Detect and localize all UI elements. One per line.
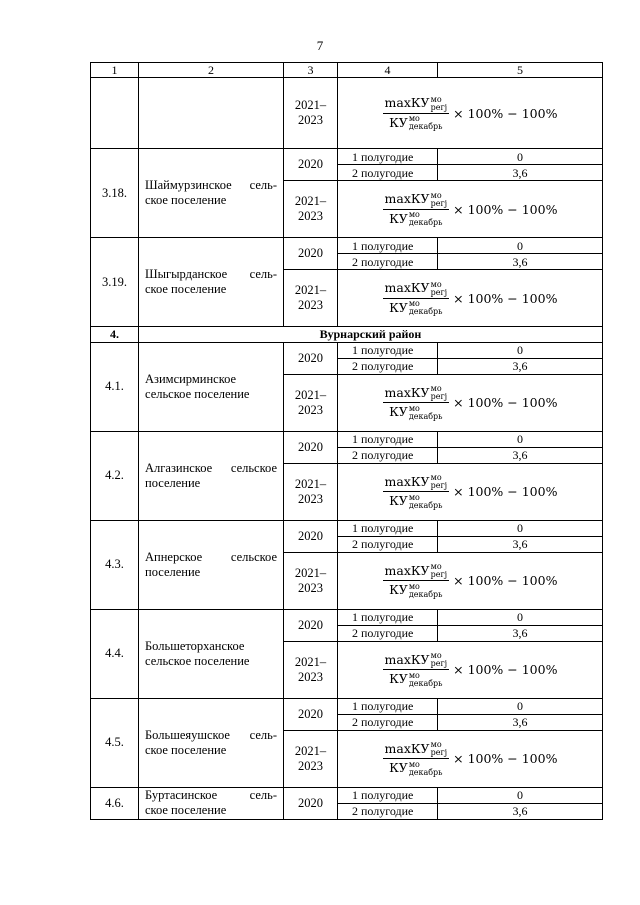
year-cell bbox=[284, 520, 338, 552]
formula-denominator bbox=[389, 670, 442, 688]
year-cell bbox=[284, 78, 338, 149]
continuation-row bbox=[91, 78, 603, 149]
year-text: 2023 bbox=[298, 491, 323, 506]
formula-cell bbox=[338, 730, 603, 787]
year-cell bbox=[284, 238, 338, 270]
year-cell bbox=[284, 431, 338, 463]
formula-den-sub: декабрь bbox=[408, 678, 443, 688]
year-text: 2021– bbox=[294, 194, 327, 209]
formula-numerator bbox=[383, 191, 450, 210]
formula-den-sup: мо bbox=[408, 759, 420, 769]
year-text: 2023 bbox=[298, 209, 323, 224]
formula-rest: × 100% − 100% bbox=[453, 751, 558, 767]
settlement-name bbox=[139, 520, 284, 609]
formula-cell bbox=[338, 552, 603, 609]
settlement-name-line: поселение bbox=[145, 564, 201, 579]
table-row bbox=[91, 238, 603, 254]
year-text: 2021– bbox=[294, 283, 327, 298]
half-label-first: 1 полугодие bbox=[338, 520, 438, 536]
formula-num-base: maxКУ bbox=[384, 562, 430, 578]
formula bbox=[383, 741, 558, 777]
formula-fraction bbox=[383, 474, 450, 510]
half-value-second: 3,6 bbox=[438, 536, 603, 552]
formula-rest: × 100% − 100% bbox=[453, 290, 558, 306]
half-label-second: 2 полугодие bbox=[338, 803, 438, 819]
formula-num-sup: мо bbox=[430, 190, 442, 200]
half-value-second: 3,6 bbox=[438, 165, 603, 181]
year-text: 2020 bbox=[298, 439, 323, 454]
formula-den-base: КУ bbox=[389, 210, 408, 226]
formula-fraction bbox=[383, 741, 450, 777]
formula-num-sub: регj bbox=[430, 570, 448, 580]
formula-num-sub: регj bbox=[430, 748, 448, 758]
half-label-second: 2 полугодие bbox=[338, 254, 438, 270]
formula-cell bbox=[338, 463, 603, 520]
formula-cell bbox=[338, 270, 603, 327]
district-name: Вурнарский район bbox=[139, 327, 603, 342]
year-text: 2021– bbox=[294, 98, 327, 113]
settlement-name bbox=[139, 342, 284, 431]
formula-cell bbox=[338, 374, 603, 431]
year-text: 2020 bbox=[298, 528, 323, 543]
formula-den-base: КУ bbox=[389, 114, 408, 130]
formula-den-indices bbox=[409, 583, 443, 599]
table-row bbox=[91, 149, 603, 165]
settlement-name bbox=[139, 149, 284, 238]
header-cell: 5 bbox=[438, 63, 603, 78]
entry-number: 3.19. bbox=[91, 238, 139, 327]
formula-num-base: maxКУ bbox=[384, 651, 430, 667]
formula-num-base: maxКУ bbox=[384, 384, 430, 400]
half-label-first: 1 полугодие bbox=[338, 787, 438, 803]
settlement-name bbox=[139, 431, 284, 520]
half-value-first: 0 bbox=[438, 149, 603, 165]
formula-cell bbox=[338, 641, 603, 698]
formula-den-base: КУ bbox=[389, 760, 408, 776]
formula-denominator bbox=[389, 403, 442, 421]
formula-num-indices bbox=[431, 474, 448, 490]
half-label-second: 2 полугодие bbox=[338, 536, 438, 552]
year-cell bbox=[284, 641, 338, 698]
half-label-second: 2 полугодие bbox=[338, 447, 438, 463]
year-text: 2023 bbox=[298, 298, 323, 313]
formula-denominator bbox=[389, 299, 442, 317]
entry-number: 4.2. bbox=[91, 431, 139, 520]
year-cell bbox=[284, 149, 338, 181]
formula-num-sup: мо bbox=[430, 473, 442, 483]
year-text: 2021– bbox=[294, 654, 327, 669]
district-number: 4. bbox=[91, 327, 139, 342]
settlement-name-line: Буртасинское сель- bbox=[145, 788, 277, 803]
entry-number: 3.18. bbox=[91, 149, 139, 238]
formula-denominator bbox=[389, 210, 442, 228]
formula-num-sup: мо bbox=[430, 562, 442, 572]
half-value-first: 0 bbox=[438, 698, 603, 714]
formula-den-sup: мо bbox=[408, 581, 420, 591]
half-value-first: 0 bbox=[438, 431, 603, 447]
half-value-second: 3,6 bbox=[438, 447, 603, 463]
formula-fraction bbox=[383, 563, 450, 599]
year-cell bbox=[284, 609, 338, 641]
year-text: 2023 bbox=[298, 402, 323, 417]
year-cell bbox=[284, 730, 338, 787]
year-text: 2023 bbox=[298, 758, 323, 773]
half-label-second: 2 полугодие bbox=[338, 165, 438, 181]
table-row bbox=[91, 342, 603, 358]
formula-rest: × 100% − 100% bbox=[453, 201, 558, 217]
settlement-name bbox=[139, 609, 284, 698]
header-cell: 4 bbox=[338, 63, 438, 78]
formula-fraction bbox=[383, 280, 450, 316]
formula-fraction bbox=[383, 652, 450, 688]
entry-number: 4.5. bbox=[91, 698, 139, 787]
formula-num-indices bbox=[431, 652, 448, 668]
formula-den-sup: мо bbox=[408, 114, 420, 124]
formula-num-indices bbox=[431, 741, 448, 757]
settlement-name-line: Шаймурзинское сель- bbox=[145, 178, 277, 193]
year-cell bbox=[284, 698, 338, 730]
formula-num-sup: мо bbox=[430, 740, 442, 750]
year-text: 2020 bbox=[298, 350, 323, 365]
year-text: 2023 bbox=[298, 580, 323, 595]
formula-den-sub: декабрь bbox=[408, 122, 443, 132]
formula-den-indices bbox=[409, 300, 443, 316]
formula-denominator bbox=[389, 492, 442, 510]
settlement-name-line: поселение bbox=[145, 475, 201, 490]
year-text: 2021– bbox=[294, 743, 327, 758]
formula-den-indices bbox=[409, 672, 443, 688]
year-cell bbox=[284, 270, 338, 327]
year-text: 2020 bbox=[298, 795, 323, 810]
formula-num-sub: регj bbox=[430, 481, 448, 491]
formula bbox=[383, 191, 558, 227]
formula-den-sub: декабрь bbox=[408, 589, 443, 599]
formula-num-base: maxКУ bbox=[384, 473, 430, 489]
formula-cell bbox=[338, 181, 603, 238]
formula bbox=[383, 563, 558, 599]
formula-num-base: maxКУ bbox=[384, 280, 430, 296]
formula-numerator bbox=[383, 95, 450, 114]
formula-den-sup: мо bbox=[408, 299, 420, 309]
settlement-name bbox=[139, 787, 284, 819]
formula-denominator bbox=[389, 759, 442, 777]
formula-num-sub: регj bbox=[430, 392, 448, 402]
formula-numerator bbox=[383, 474, 450, 493]
formula-fraction bbox=[383, 191, 450, 227]
year-cell bbox=[284, 463, 338, 520]
formula-cell bbox=[338, 78, 603, 149]
half-value-second: 3,6 bbox=[438, 803, 603, 819]
formula-rest: × 100% − 100% bbox=[453, 105, 558, 121]
formula-num-indices bbox=[431, 385, 448, 401]
half-value-first: 0 bbox=[438, 609, 603, 625]
formula-rest: × 100% − 100% bbox=[453, 662, 558, 678]
formula-den-indices bbox=[409, 494, 443, 510]
formula-den-base: КУ bbox=[389, 299, 408, 315]
formula-den-base: КУ bbox=[389, 671, 408, 687]
year-text: 2021– bbox=[294, 565, 327, 580]
settlement-name bbox=[139, 698, 284, 787]
year-cell bbox=[284, 374, 338, 431]
settlement-name-line: Большеторханское bbox=[145, 638, 245, 653]
district-row bbox=[91, 327, 603, 342]
formula-den-sub: декабрь bbox=[408, 218, 443, 228]
formula-num-sup: мо bbox=[430, 94, 442, 104]
half-value-first: 0 bbox=[438, 520, 603, 536]
formula-rest: × 100% − 100% bbox=[453, 573, 558, 589]
formula-num-sup: мо bbox=[430, 651, 442, 661]
half-label-first: 1 полугодие bbox=[338, 238, 438, 254]
formula-den-sup: мо bbox=[408, 670, 420, 680]
formula-den-base: КУ bbox=[389, 582, 408, 598]
formula-num-base: maxКУ bbox=[384, 95, 430, 111]
formula-den-sup: мо bbox=[408, 492, 420, 502]
entry-number: 4.6. bbox=[91, 787, 139, 819]
year-text: 2023 bbox=[298, 113, 323, 128]
tariff-table bbox=[90, 62, 603, 820]
formula-num-sup: мо bbox=[430, 279, 442, 289]
formula-den-sub: декабрь bbox=[408, 767, 443, 777]
settlement-name-line: Большеяушское сель- bbox=[145, 727, 277, 742]
formula-num-sup: мо bbox=[430, 384, 442, 394]
settlement-name-line: сельское поселение bbox=[145, 653, 250, 668]
half-label-first: 1 полугодие bbox=[338, 149, 438, 165]
year-cell bbox=[284, 181, 338, 238]
settlement-name-line: ское поселение bbox=[145, 193, 227, 208]
formula-fraction bbox=[383, 385, 450, 421]
half-label-second: 2 полугодие bbox=[338, 625, 438, 641]
formula-den-indices bbox=[409, 115, 443, 131]
year-text: 2021– bbox=[294, 387, 327, 402]
half-value-first: 0 bbox=[438, 238, 603, 254]
formula-numerator bbox=[383, 385, 450, 404]
formula-den-sup: мо bbox=[408, 210, 420, 220]
formula-num-indices bbox=[431, 192, 448, 208]
year-cell bbox=[284, 552, 338, 609]
formula bbox=[383, 652, 558, 688]
half-label-first: 1 полугодие bbox=[338, 609, 438, 625]
formula-den-indices bbox=[409, 761, 443, 777]
formula-den-sub: декабрь bbox=[408, 411, 443, 421]
half-label-first: 1 полугодие bbox=[338, 342, 438, 358]
settlement-name-line: ское поселение bbox=[145, 803, 227, 818]
formula bbox=[383, 95, 558, 131]
table-row bbox=[91, 787, 603, 803]
header-cell: 1 bbox=[91, 63, 139, 78]
header-cell: 3 bbox=[284, 63, 338, 78]
year-text: 2020 bbox=[298, 706, 323, 721]
half-value-first: 0 bbox=[438, 787, 603, 803]
num-cell bbox=[91, 78, 139, 149]
half-label-first: 1 полугодие bbox=[338, 431, 438, 447]
formula-num-sub: регj bbox=[430, 659, 448, 669]
table-row bbox=[91, 431, 603, 447]
name-cell bbox=[139, 78, 284, 149]
formula-rest: × 100% − 100% bbox=[453, 484, 558, 500]
formula-numerator bbox=[383, 563, 450, 582]
formula-num-indices bbox=[431, 96, 448, 112]
settlement-name bbox=[139, 238, 284, 327]
formula-den-indices bbox=[409, 405, 443, 421]
settlement-name-line: Азимсирминское bbox=[145, 371, 237, 386]
settlement-name-line: сельское поселение bbox=[145, 386, 250, 401]
half-label-second: 2 полугодие bbox=[338, 714, 438, 730]
formula bbox=[383, 385, 558, 421]
header-row bbox=[91, 63, 603, 78]
formula-denominator bbox=[389, 114, 442, 132]
settlement-name-line: Апнерское сельское bbox=[145, 549, 277, 564]
year-cell bbox=[284, 787, 338, 819]
formula-num-base: maxКУ bbox=[384, 191, 430, 207]
formula-den-sup: мо bbox=[408, 403, 420, 413]
year-cell bbox=[284, 342, 338, 374]
entry-number: 4.4. bbox=[91, 609, 139, 698]
half-value-second: 3,6 bbox=[438, 358, 603, 374]
settlement-name-line: ское поселение bbox=[145, 742, 227, 757]
table-row bbox=[91, 520, 603, 536]
formula-num-base: maxКУ bbox=[384, 740, 430, 756]
formula-den-sub: декабрь bbox=[408, 500, 443, 510]
half-value-first: 0 bbox=[438, 342, 603, 358]
settlement-name-line: Шыгырданское сель- bbox=[145, 267, 277, 282]
settlement-name-line: ское поселение bbox=[145, 282, 227, 297]
formula-denominator bbox=[389, 581, 442, 599]
entry-number: 4.1. bbox=[91, 342, 139, 431]
formula-den-base: КУ bbox=[389, 404, 408, 420]
formula-den-indices bbox=[409, 211, 443, 227]
half-label-first: 1 полугодие bbox=[338, 698, 438, 714]
year-text: 2021– bbox=[294, 476, 327, 491]
formula-num-indices bbox=[431, 281, 448, 297]
formula bbox=[383, 280, 558, 316]
formula-numerator bbox=[383, 280, 450, 299]
formula-numerator bbox=[383, 741, 450, 760]
year-text: 2020 bbox=[298, 617, 323, 632]
table-row bbox=[91, 698, 603, 714]
formula bbox=[383, 474, 558, 510]
formula-num-sub: регj bbox=[430, 102, 448, 112]
header-cell: 2 bbox=[139, 63, 284, 78]
half-value-second: 3,6 bbox=[438, 625, 603, 641]
table-row bbox=[91, 609, 603, 625]
entry-number: 4.3. bbox=[91, 520, 139, 609]
half-value-second: 3,6 bbox=[438, 254, 603, 270]
year-text: 2020 bbox=[298, 157, 323, 172]
year-text: 2020 bbox=[298, 246, 323, 261]
year-text: 2023 bbox=[298, 669, 323, 684]
page-number: 7 bbox=[316, 38, 324, 53]
formula-num-sub: регj bbox=[430, 198, 448, 208]
formula-den-sub: декабрь bbox=[408, 307, 443, 317]
settlement-name-line: Алгазинское сельское bbox=[145, 460, 277, 475]
formula-num-sub: регj bbox=[430, 287, 448, 297]
formula-numerator bbox=[383, 652, 450, 671]
formula-den-base: КУ bbox=[389, 493, 408, 509]
formula-rest: × 100% − 100% bbox=[453, 395, 558, 411]
half-value-second: 3,6 bbox=[438, 714, 603, 730]
half-label-second: 2 полугодие bbox=[338, 358, 438, 374]
formula-num-indices bbox=[431, 563, 448, 579]
formula-fraction bbox=[383, 95, 450, 131]
